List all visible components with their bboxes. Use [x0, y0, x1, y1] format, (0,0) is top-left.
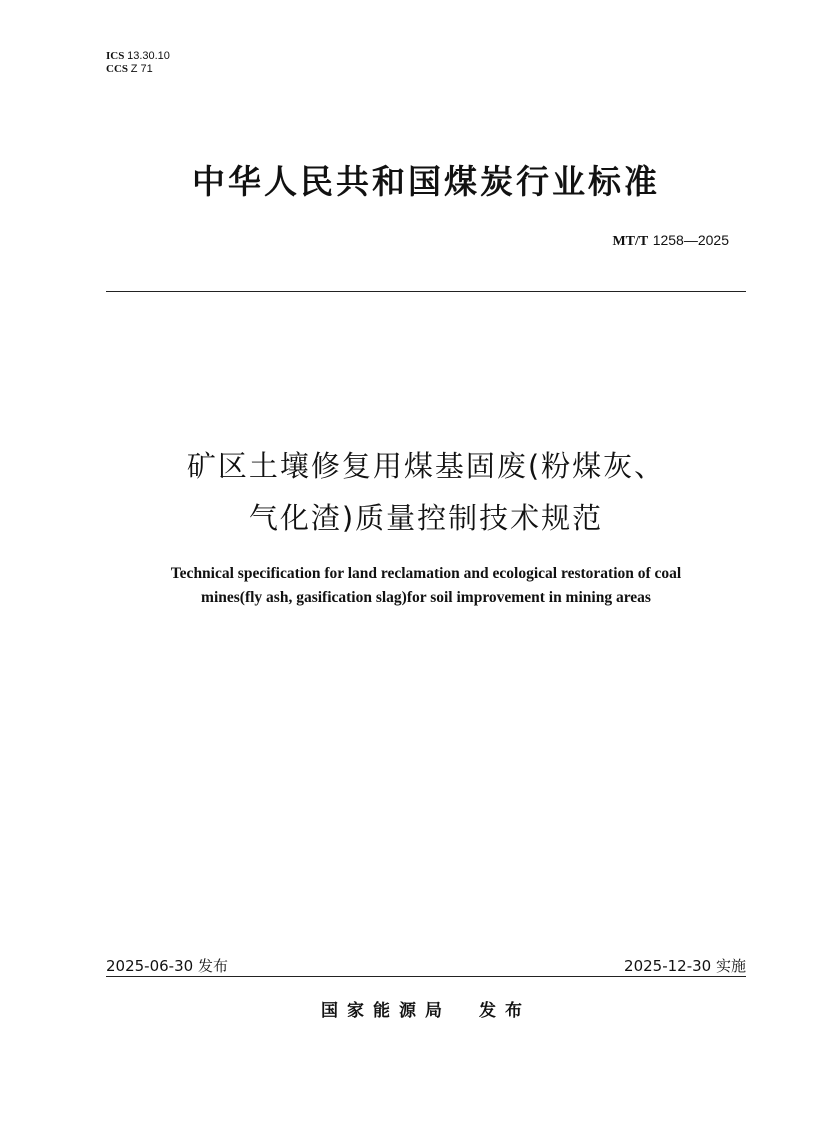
chinese-title — [106, 440, 746, 544]
publish-label: 发布 — [479, 1001, 531, 1021]
top-divider — [106, 291, 746, 292]
standard-prefix: MT/T — [612, 234, 649, 249]
issue-date: 2025-06-30 发布 — [106, 957, 228, 975]
publisher-name: 国家能源局 — [321, 1001, 451, 1021]
chinese-title-line-1: 矿区土壤修复用煤基固废(粉煤灰、 — [186, 449, 666, 483]
english-title-line-1: Technical specification for land reclamation and ecological restoration of coal — [170, 565, 682, 582]
ics-code — [106, 50, 170, 63]
english-title — [60, 562, 792, 610]
english-title-line-2: mines(fly ash, gasification slag)for soil improvement in mining areas — [201, 589, 651, 606]
chinese-title-line-2: 气化渣)质量控制技术规范 — [248, 501, 604, 535]
ccs-code — [106, 63, 170, 76]
publisher-line — [106, 1000, 746, 1022]
ccs-value: Z 71 — [130, 63, 153, 75]
bottom-divider — [106, 976, 746, 977]
standard-number-value: 1258—2025 — [652, 232, 729, 248]
standard-category-title: 中华人民共和国煤炭行业标准 — [192, 162, 660, 201]
ics-value: 13.30.10 — [127, 50, 170, 62]
classification-codes — [106, 50, 170, 76]
effective-date: 2025-12-30 实施 — [624, 957, 746, 975]
ccs-label: CCS — [106, 63, 129, 75]
standard-number — [612, 230, 729, 252]
ics-label: ICS — [106, 50, 125, 62]
